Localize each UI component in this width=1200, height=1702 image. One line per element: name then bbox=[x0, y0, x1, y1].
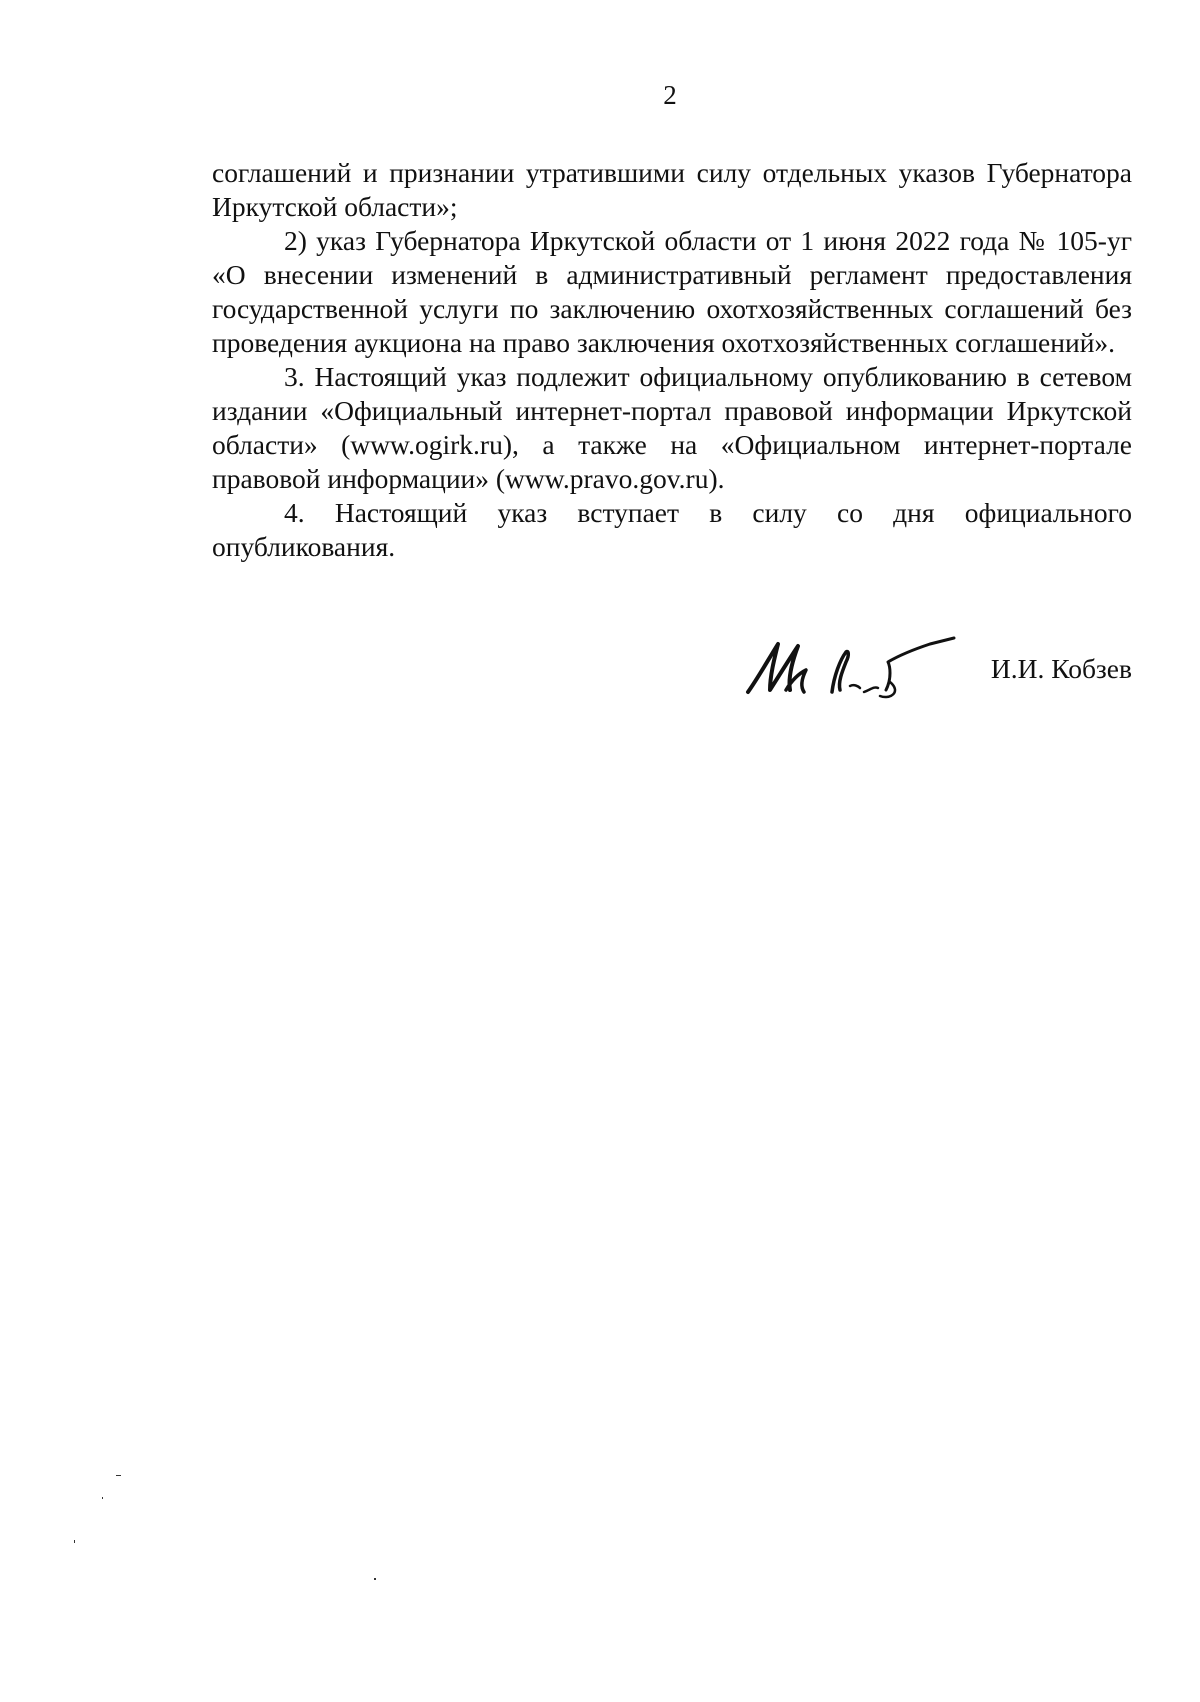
paragraph-item-3: 3. Настоящий указ подлежит официальному опубликованию в сетевом издании «Официальный интернет-портал правовой информации Иркутской области» (www.ogirk.ru), а также на «Официальном интернет-портале правовой информации» (www.pravo.gov.ru). bbox=[212, 361, 1132, 494]
paragraph-continuation: соглашений и признании утратившими силу отдельных указов Губернатора Иркутской области»; bbox=[212, 157, 1132, 222]
document-body bbox=[212, 156, 1132, 564]
signer-name: И.И. Кобзев bbox=[990, 653, 1132, 684]
handwritten-signature bbox=[740, 630, 960, 710]
scan-speck bbox=[116, 1475, 121, 1476]
scan-speck bbox=[74, 1540, 75, 1543]
scan-speck bbox=[374, 1578, 376, 1580]
paragraph-item-2: 2) указ Губернатора Иркутской области от 1 июня 2022 года № 105-уг «О внесении изменений в административный регламент предоставления государственной услуги по заключению охотхозяйственных соглашений без проведения аукциона на право заключения охотхозяйственных соглашений». bbox=[212, 225, 1132, 358]
scan-speck bbox=[102, 1497, 103, 1499]
paragraph-item-4: 4. Настоящий указ вступает в силу со дня официального опубликования. bbox=[212, 497, 1132, 562]
page-number: 2 bbox=[663, 80, 677, 110]
signature-block bbox=[740, 630, 1132, 710]
